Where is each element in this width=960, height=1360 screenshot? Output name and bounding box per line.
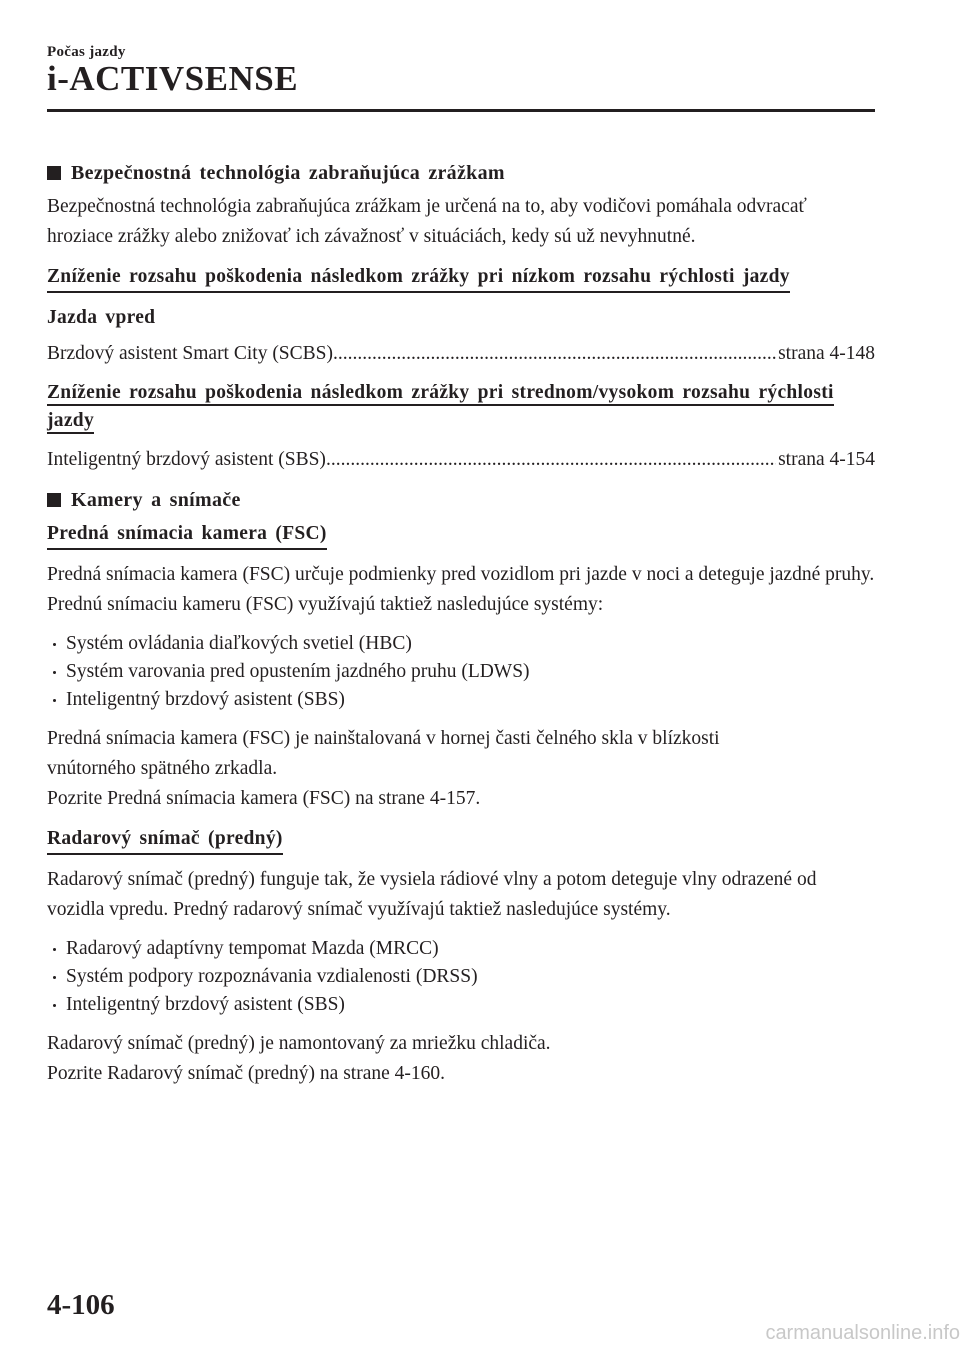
list-item: [61, 935, 875, 963]
page-content: [47, 158, 875, 1099]
radar-cross-reference[interactable]: Pozrite Radarový snímač (predný) na strane 4-160.: [47, 1063, 445, 1084]
bullet-dot-icon: [53, 1004, 56, 1007]
toc-label: Brzdový asistent Smart City (SCBS): [47, 343, 334, 364]
forward-heading: Jazda vpred: [47, 307, 156, 328]
list-item-text: Systém podpory rozpoznávania vzdialenosti (DRSS): [66, 966, 478, 987]
square-bullet-icon: [47, 166, 61, 180]
fsc-cross-reference[interactable]: Pozrite Predná snímacia kamera (FSC) na strane 4-157.: [47, 788, 481, 809]
section-heading-text: Kamery a snímače: [71, 489, 241, 511]
page-reference: strana 4-148: [778, 343, 875, 364]
fsc-heading: Predná snímacia kamera (FSC): [47, 521, 327, 550]
list-item-text: Inteligentný brzdový asistent (SBS): [66, 689, 345, 710]
section-heading-collision-tech: [47, 158, 875, 188]
page-number: 4-106: [47, 1289, 115, 1321]
square-bullet-icon: [47, 493, 61, 507]
bullet-dot-icon: [53, 699, 56, 702]
fsc-location: [47, 724, 875, 814]
radar-location: [47, 1029, 875, 1089]
radar-systems-list: [47, 935, 875, 1019]
bullet-dot-icon: [53, 671, 56, 674]
list-item: [61, 658, 875, 686]
list-item: [61, 963, 875, 991]
list-item-text: Systém ovládania diaľkových svetiel (HBC): [66, 633, 412, 654]
section-heading-text: Bezpečnostná technológia zabraňujúca zrážkam: [71, 162, 505, 184]
list-item-text: Systém varovania pred opustením jazdného pruhu (LDWS): [66, 661, 530, 682]
mid-speed-heading: [47, 379, 875, 435]
fsc-systems-list: [47, 630, 875, 714]
radar-intro: Radarový snímač (predný) funguje tak, že vysiela rádiové vlny a potom deteguje vlny odrazené od vozidla vpredu. Predný radarový snímač využívajú taktiež nasledujúce systémy.: [47, 869, 817, 920]
radar-location-line: Radarový snímač (predný) je namontovaný za mriežku chladiča.: [47, 1033, 551, 1054]
toc-entry-scbs[interactable]: [47, 339, 875, 369]
toc-label: Inteligentný brzdový asistent (SBS): [47, 449, 326, 470]
chapter-title: i-ACTIVSENSE: [47, 59, 299, 98]
radar-heading: Radarový snímač (predný): [47, 826, 283, 855]
page-reference: strana 4-154: [778, 449, 875, 470]
toc-entry-sbs[interactable]: [47, 445, 875, 475]
list-item-text: Radarový adaptívny tempomat Mazda (MRCC): [66, 938, 439, 959]
list-item-text: Inteligentný brzdový asistent (SBS): [66, 994, 345, 1015]
collision-tech-intro: Bezpečnostná technológia zabraňujúca zrážkam je určená na to, aby vodičovi pomáhala odvracať hroziace zrážky alebo znižovať ich závažnosť v situáciách, kedy sú už nevyhnutné.: [47, 196, 807, 247]
leader-dots: [333, 339, 776, 369]
watermark: carmanualsonline.info: [765, 1322, 960, 1344]
bullet-dot-icon: [53, 643, 56, 646]
running-head: Počas jazdy: [47, 44, 126, 60]
list-item: [61, 686, 875, 714]
bullet-dot-icon: [53, 948, 56, 951]
fsc-location-line: Predná snímacia kamera (FSC) je nainštalovaná v hornej časti čelného skla v blízkosti: [47, 728, 720, 749]
fsc-location-line: vnútorného spätného zrkadla.: [47, 758, 278, 779]
manual-page: [47, 0, 875, 1360]
fsc-intro: Predná snímacia kamera (FSC) určuje podmienky pred vozidlom pri jazde v noci a deteguje jazdné pruhy. Prednú snímaciu kameru (FSC) využívajú taktiež nasledujúce systémy:: [47, 564, 875, 615]
low-speed-heading: Zníženie rozsahu poškodenia následkom zrážky pri nízkom rozsahu rýchlosti jazdy: [47, 264, 790, 293]
bullet-dot-icon: [53, 976, 56, 979]
section-heading-cameras: [47, 485, 875, 515]
list-item: [61, 991, 875, 1019]
header-rule: [47, 109, 875, 112]
list-item: [61, 630, 875, 658]
mid-speed-heading-text: Zníženie rozsahu poškodenia následkom zrážky pri strednom/vysokom rozsahu rýchlosti jazdy: [47, 382, 834, 434]
leader-dots: [326, 445, 776, 475]
